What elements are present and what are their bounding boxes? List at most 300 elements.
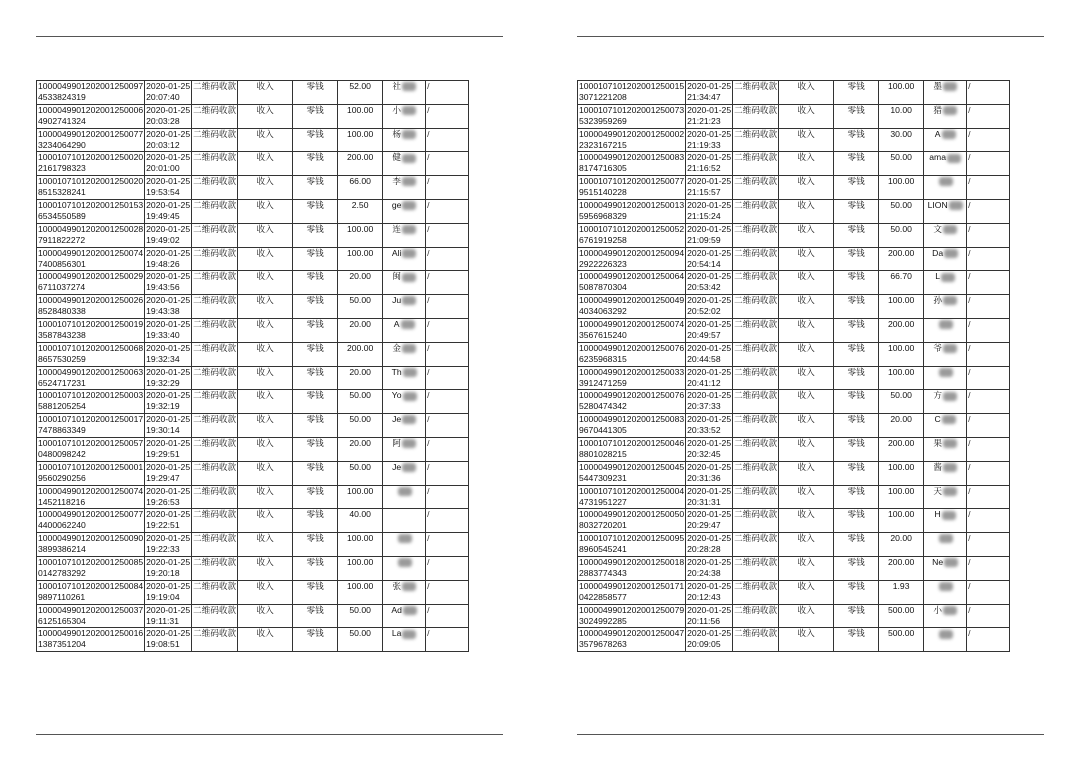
- transaction-direction: 收入: [797, 295, 815, 306]
- transaction-id-suffix: 2883774343: [579, 567, 627, 578]
- method-cell: [293, 366, 338, 390]
- table-row: [578, 223, 1010, 247]
- counterparty-name: 方: [933, 390, 942, 401]
- amount-cell: [879, 271, 924, 295]
- table-row: [578, 509, 1010, 533]
- direction-cell: [779, 152, 834, 176]
- transaction-id: 1000049901202001250018: [579, 556, 685, 567]
- transaction-time: 20:44:58: [687, 353, 721, 364]
- payment-method: 零钱: [306, 485, 324, 496]
- timestamp-cell: [145, 628, 192, 652]
- method-cell: [834, 366, 879, 390]
- remark-cell: [967, 104, 1010, 128]
- transaction-time: 19:32:19: [146, 401, 180, 412]
- remark-cell: [426, 628, 469, 652]
- remark-cell: [426, 247, 469, 271]
- timestamp-cell: [145, 128, 192, 152]
- redacted-mark: [943, 225, 957, 234]
- amount-cell: [338, 104, 383, 128]
- timestamp-cell: [145, 580, 192, 604]
- method-cell: [293, 437, 338, 461]
- transaction-date: 2020-01-25: [146, 485, 191, 496]
- remark-mark: /: [427, 247, 430, 258]
- remark-mark: /: [968, 176, 971, 187]
- redacted-mark: [943, 392, 957, 401]
- transaction-direction: 收入: [256, 295, 274, 306]
- counterparty-cell: [383, 295, 426, 319]
- counterparty-cell: [924, 366, 967, 390]
- transaction-id-cell: [37, 318, 145, 342]
- table-row: [578, 318, 1010, 342]
- counterparty-name: 文: [933, 223, 942, 234]
- transaction-type: 二维码收款: [193, 509, 237, 520]
- transaction-time: 19:26:53: [146, 496, 180, 507]
- transaction-date: 2020-01-25: [687, 271, 732, 282]
- transaction-type: 二维码收款: [734, 152, 778, 163]
- transaction-time: 19:22:51: [146, 520, 180, 531]
- transaction-id-cell: [578, 342, 686, 366]
- redacted-mark: [939, 534, 953, 543]
- transaction-table: [577, 80, 1010, 652]
- type-cell: [192, 533, 238, 557]
- method-cell: [293, 295, 338, 319]
- counterparty-cell: [924, 628, 967, 652]
- type-cell: [192, 461, 238, 485]
- bottom-rule: [577, 734, 1044, 735]
- transaction-id-suffix: 5447309231: [579, 472, 627, 483]
- payment-method: 零钱: [306, 104, 324, 115]
- transaction-id-cell: [37, 533, 145, 557]
- transaction-id-suffix: 1387351204: [38, 639, 86, 650]
- table-row: [578, 176, 1010, 200]
- transaction-type: 二维码收款: [193, 271, 237, 282]
- transaction-direction: 收入: [797, 580, 815, 591]
- amount-cell: [338, 414, 383, 438]
- transaction-id: 1000107101202001250095: [579, 533, 685, 544]
- transaction-id-cell: [578, 295, 686, 319]
- table-row: [578, 461, 1010, 485]
- direction-cell: [779, 223, 834, 247]
- transaction-type: 二维码收款: [193, 318, 237, 329]
- transaction-id-cell: [37, 580, 145, 604]
- transaction-id-suffix: 5956968329: [579, 210, 627, 221]
- counterparty-cell: [383, 437, 426, 461]
- transaction-table: [36, 80, 469, 652]
- transaction-direction: 收入: [256, 390, 274, 401]
- type-cell: [733, 104, 779, 128]
- direction-cell: [779, 485, 834, 509]
- transaction-date: 2020-01-25: [146, 223, 191, 234]
- transaction-direction: 收入: [797, 556, 815, 567]
- payment-method: 零钱: [306, 318, 324, 329]
- table-row: [37, 81, 469, 105]
- timestamp-cell: [145, 414, 192, 438]
- transaction-direction: 收入: [256, 271, 274, 282]
- transaction-type: 二维码收款: [734, 485, 778, 496]
- redacted-mark: [403, 368, 417, 377]
- method-cell: [834, 81, 879, 105]
- remark-mark: /: [427, 176, 430, 187]
- remark-mark: /: [968, 628, 971, 639]
- type-cell: [192, 295, 238, 319]
- payment-method: 零钱: [847, 271, 865, 282]
- redacted-mark: [403, 392, 417, 401]
- transaction-date: 2020-01-25: [146, 128, 191, 139]
- counterparty-name: 李: [392, 176, 401, 187]
- payment-method: 零钱: [306, 223, 324, 234]
- timestamp-cell: [145, 390, 192, 414]
- method-cell: [834, 104, 879, 128]
- amount-cell: [879, 295, 924, 319]
- amount: 200.00: [887, 437, 915, 448]
- direction-cell: [238, 580, 293, 604]
- counterparty-cell: [383, 104, 426, 128]
- amount-cell: [879, 390, 924, 414]
- type-cell: [733, 176, 779, 200]
- timestamp-cell: [145, 366, 192, 390]
- counterparty-name: 金: [392, 342, 401, 353]
- redacted-mark: [939, 582, 953, 591]
- transaction-direction: 收入: [797, 199, 815, 210]
- transaction-date: 2020-01-25: [687, 295, 732, 306]
- table-row: [37, 295, 469, 319]
- transaction-id: 1000107101202001250084: [38, 580, 144, 591]
- transaction-id-suffix: 2323167215: [579, 139, 627, 150]
- transaction-date: 2020-01-25: [687, 556, 732, 567]
- counterparty-name: 猎: [933, 104, 942, 115]
- amount: 100.00: [887, 461, 915, 472]
- transaction-type: 二维码收款: [734, 580, 778, 591]
- transaction-direction: 收入: [797, 628, 815, 639]
- redacted-mark: [402, 439, 416, 448]
- table-row: [37, 152, 469, 176]
- remark-cell: [426, 414, 469, 438]
- counterparty-name: 天: [933, 485, 942, 496]
- remark-mark: /: [427, 199, 430, 210]
- remark-mark: /: [968, 81, 971, 91]
- counterparty-cell: [924, 176, 967, 200]
- table-row: [37, 580, 469, 604]
- method-cell: [293, 509, 338, 533]
- transaction-id-suffix: 4902741324: [38, 115, 86, 126]
- transaction-time: 20:49:57: [687, 329, 721, 340]
- counterparty-cell: [924, 414, 967, 438]
- transaction-id-suffix: 3071221208: [579, 92, 627, 102]
- direction-cell: [779, 271, 834, 295]
- method-cell: [834, 152, 879, 176]
- transaction-type: 二维码收款: [734, 604, 778, 615]
- timestamp-cell: [145, 461, 192, 485]
- type-cell: [192, 128, 238, 152]
- counterparty-name: H: [934, 509, 941, 520]
- method-cell: [293, 81, 338, 105]
- transaction-id-suffix: 5881205254: [38, 401, 86, 412]
- amount: 66.70: [890, 271, 912, 282]
- method-cell: [293, 223, 338, 247]
- transaction-id-suffix: 7400856301: [38, 258, 86, 269]
- transaction-id-cell: [37, 199, 145, 223]
- top-rule: [36, 36, 503, 37]
- transaction-id-suffix: 8657530259: [38, 353, 86, 364]
- amount-cell: [338, 556, 383, 580]
- method-cell: [293, 199, 338, 223]
- counterparty-name: LION: [927, 199, 948, 210]
- method-cell: [293, 461, 338, 485]
- transaction-direction: 收入: [256, 223, 274, 234]
- transaction-id: 1000107101202001250019: [38, 318, 144, 329]
- remark-mark: /: [968, 342, 971, 353]
- direction-cell: [238, 81, 293, 105]
- remark-mark: /: [968, 580, 971, 591]
- transaction-date: 2020-01-25: [687, 104, 732, 115]
- timestamp-cell: [145, 295, 192, 319]
- transaction-type: 二维码收款: [193, 128, 237, 139]
- amount: 40.00: [349, 509, 371, 520]
- transaction-type: 二维码收款: [193, 461, 237, 472]
- transaction-type: 二维码收款: [734, 533, 778, 544]
- transaction-id: 1000049901202001250028: [38, 223, 144, 234]
- redacted-mark: [943, 606, 957, 615]
- counterparty-cell: [383, 485, 426, 509]
- method-cell: [834, 128, 879, 152]
- counterparty-name: 健: [392, 152, 401, 163]
- type-cell: [192, 176, 238, 200]
- transaction-direction: 收入: [797, 604, 815, 615]
- direction-cell: [238, 485, 293, 509]
- transaction-id-cell: [578, 604, 686, 628]
- type-cell: [733, 556, 779, 580]
- type-cell: [192, 556, 238, 580]
- payment-method: 零钱: [306, 295, 324, 306]
- method-cell: [834, 485, 879, 509]
- counterparty-name: Ne: [932, 556, 944, 567]
- transaction-direction: 收入: [256, 81, 274, 91]
- transaction-time: 19:22:33: [146, 544, 180, 555]
- table-row: [37, 176, 469, 200]
- transaction-date: 2020-01-25: [146, 390, 191, 401]
- direction-cell: [238, 437, 293, 461]
- amount: 50.00: [890, 390, 912, 401]
- transaction-time: 21:34:47: [687, 92, 721, 102]
- transaction-date: 2020-01-25: [146, 152, 191, 163]
- method-cell: [293, 128, 338, 152]
- type-cell: [733, 318, 779, 342]
- transaction-id: 1000107101202001250017: [38, 414, 144, 425]
- transaction-id-cell: [37, 295, 145, 319]
- transaction-time: 20:53:42: [687, 282, 721, 293]
- transaction-direction: 收入: [256, 628, 274, 639]
- redacted-mark: [943, 487, 957, 496]
- transaction-id: 1000049901202001250083: [579, 414, 685, 425]
- redacted-mark: [942, 511, 956, 520]
- table-row: [37, 318, 469, 342]
- counterparty-cell: [383, 223, 426, 247]
- transaction-id: 1000049901202001250076: [579, 390, 685, 401]
- remark-cell: [426, 342, 469, 366]
- type-cell: [733, 152, 779, 176]
- counterparty-name: Ali: [391, 247, 402, 258]
- method-cell: [834, 628, 879, 652]
- direction-cell: [238, 390, 293, 414]
- payment-method: 零钱: [306, 556, 324, 567]
- remark-cell: [426, 485, 469, 509]
- type-cell: [733, 271, 779, 295]
- direction-cell: [779, 628, 834, 652]
- counterparty-name: A: [934, 128, 941, 139]
- remark-mark: /: [968, 271, 971, 282]
- transaction-id-suffix: 3024992285: [579, 615, 627, 626]
- table-row: [37, 485, 469, 509]
- counterparty-name: A: [393, 318, 400, 329]
- transaction-type: 二维码收款: [734, 247, 778, 258]
- transaction-date: 2020-01-25: [687, 509, 732, 520]
- redacted-mark: [943, 106, 957, 115]
- direction-cell: [238, 104, 293, 128]
- direction-cell: [238, 342, 293, 366]
- remark-cell: [967, 628, 1010, 652]
- transaction-date: 2020-01-25: [146, 414, 191, 425]
- transaction-type: 二维码收款: [193, 485, 237, 496]
- counterparty-cell: [924, 295, 967, 319]
- table-row: [37, 128, 469, 152]
- timestamp-cell: [686, 152, 733, 176]
- timestamp-cell: [686, 509, 733, 533]
- timestamp-cell: [145, 81, 192, 105]
- transaction-id-suffix: 5280474342: [579, 401, 627, 412]
- transaction-id-cell: [37, 176, 145, 200]
- transaction-date: 2020-01-25: [687, 366, 732, 377]
- transaction-time: 19:19:04: [146, 591, 180, 602]
- counterparty-cell: [924, 81, 967, 105]
- redacted-mark: [943, 82, 957, 91]
- type-cell: [733, 437, 779, 461]
- type-cell: [192, 414, 238, 438]
- remark-mark: /: [427, 318, 430, 329]
- transaction-id-cell: [578, 461, 686, 485]
- transaction-direction: 收入: [256, 199, 274, 210]
- type-cell: [192, 485, 238, 509]
- transaction-direction: 收入: [797, 318, 815, 329]
- amount-cell: [338, 342, 383, 366]
- payment-method: 零钱: [847, 104, 865, 115]
- remark-mark: /: [427, 533, 430, 544]
- redacted-mark: [402, 344, 416, 353]
- method-cell: [834, 533, 879, 557]
- transaction-id-cell: [578, 366, 686, 390]
- payment-method: 零钱: [847, 81, 865, 91]
- type-cell: [192, 366, 238, 390]
- redacted-mark: [944, 249, 958, 258]
- transaction-time: 19:32:29: [146, 377, 180, 388]
- transaction-id-suffix: 6524717231: [38, 377, 86, 388]
- transaction-direction: 收入: [797, 128, 815, 139]
- remark-cell: [967, 461, 1010, 485]
- remark-cell: [426, 556, 469, 580]
- type-cell: [192, 199, 238, 223]
- counterparty-cell: [383, 390, 426, 414]
- amount-cell: [879, 485, 924, 509]
- counterparty-cell: [383, 604, 426, 628]
- amount: 52.00: [349, 81, 371, 91]
- transaction-type: 二维码收款: [734, 104, 778, 115]
- amount: 100.00: [887, 342, 915, 353]
- transaction-id-cell: [37, 271, 145, 295]
- method-cell: [293, 318, 338, 342]
- transaction-type: 二维码收款: [734, 366, 778, 377]
- transaction-time: 19:43:38: [146, 306, 180, 317]
- amount: 100.00: [887, 81, 915, 91]
- amount-cell: [879, 128, 924, 152]
- remark-cell: [426, 223, 469, 247]
- payment-method: 零钱: [306, 81, 324, 91]
- amount-cell: [879, 533, 924, 557]
- amount: 2.50: [351, 199, 369, 210]
- counterparty-name: Je: [392, 461, 402, 472]
- transaction-id: 1000107101202001250073: [579, 104, 685, 115]
- remark-mark: /: [427, 128, 430, 139]
- transaction-date: 2020-01-25: [687, 580, 732, 591]
- transaction-id: 1000107101202001250001: [38, 461, 144, 472]
- counterparty-name: 阿: [392, 437, 401, 448]
- direction-cell: [779, 437, 834, 461]
- table-row: [37, 366, 469, 390]
- transaction-date: 2020-01-25: [146, 366, 191, 377]
- transaction-id-suffix: 6125165304: [38, 615, 86, 626]
- table-row: [37, 604, 469, 628]
- counterparty-cell: [383, 414, 426, 438]
- table-row: [578, 580, 1010, 604]
- direction-cell: [238, 318, 293, 342]
- transaction-id: 1000049901202001250077: [38, 128, 144, 139]
- payment-method: 零钱: [306, 414, 324, 425]
- transaction-time: 19:29:51: [146, 448, 180, 459]
- transaction-id-cell: [578, 533, 686, 557]
- transaction-id: 1000049901202001250049: [579, 295, 685, 306]
- transaction-date: 2020-01-25: [687, 318, 732, 329]
- method-cell: [293, 628, 338, 652]
- payment-method: 零钱: [847, 342, 865, 353]
- direction-cell: [779, 342, 834, 366]
- transaction-time: 20:54:14: [687, 258, 721, 269]
- transaction-id: 1000049901202001250090: [38, 533, 144, 544]
- timestamp-cell: [686, 390, 733, 414]
- transaction-time: 20:28:28: [687, 544, 721, 555]
- remark-mark: /: [968, 533, 971, 544]
- transaction-time: 20:24:38: [687, 567, 721, 578]
- payment-method: 零钱: [306, 342, 324, 353]
- transaction-id-cell: [578, 223, 686, 247]
- transaction-id: 1000107101202001250020: [38, 176, 144, 187]
- transaction-id-cell: [37, 390, 145, 414]
- timestamp-cell: [686, 271, 733, 295]
- counterparty-cell: [924, 461, 967, 485]
- remark-mark: /: [968, 152, 971, 163]
- direction-cell: [779, 461, 834, 485]
- transaction-date: 2020-01-25: [687, 604, 732, 615]
- amount: 30.00: [890, 128, 912, 139]
- transaction-type: 二维码收款: [734, 628, 778, 639]
- remark-cell: [967, 318, 1010, 342]
- transaction-id: 1000049901202001250047: [579, 628, 685, 639]
- amount-cell: [338, 509, 383, 533]
- transaction-date: 2020-01-25: [687, 437, 732, 448]
- table-row: [578, 104, 1010, 128]
- transaction-id-cell: [578, 485, 686, 509]
- amount-cell: [879, 604, 924, 628]
- direction-cell: [238, 295, 293, 319]
- transaction-time: 19:11:31: [146, 615, 179, 626]
- transaction-id: 1000049901202001250013: [579, 199, 685, 210]
